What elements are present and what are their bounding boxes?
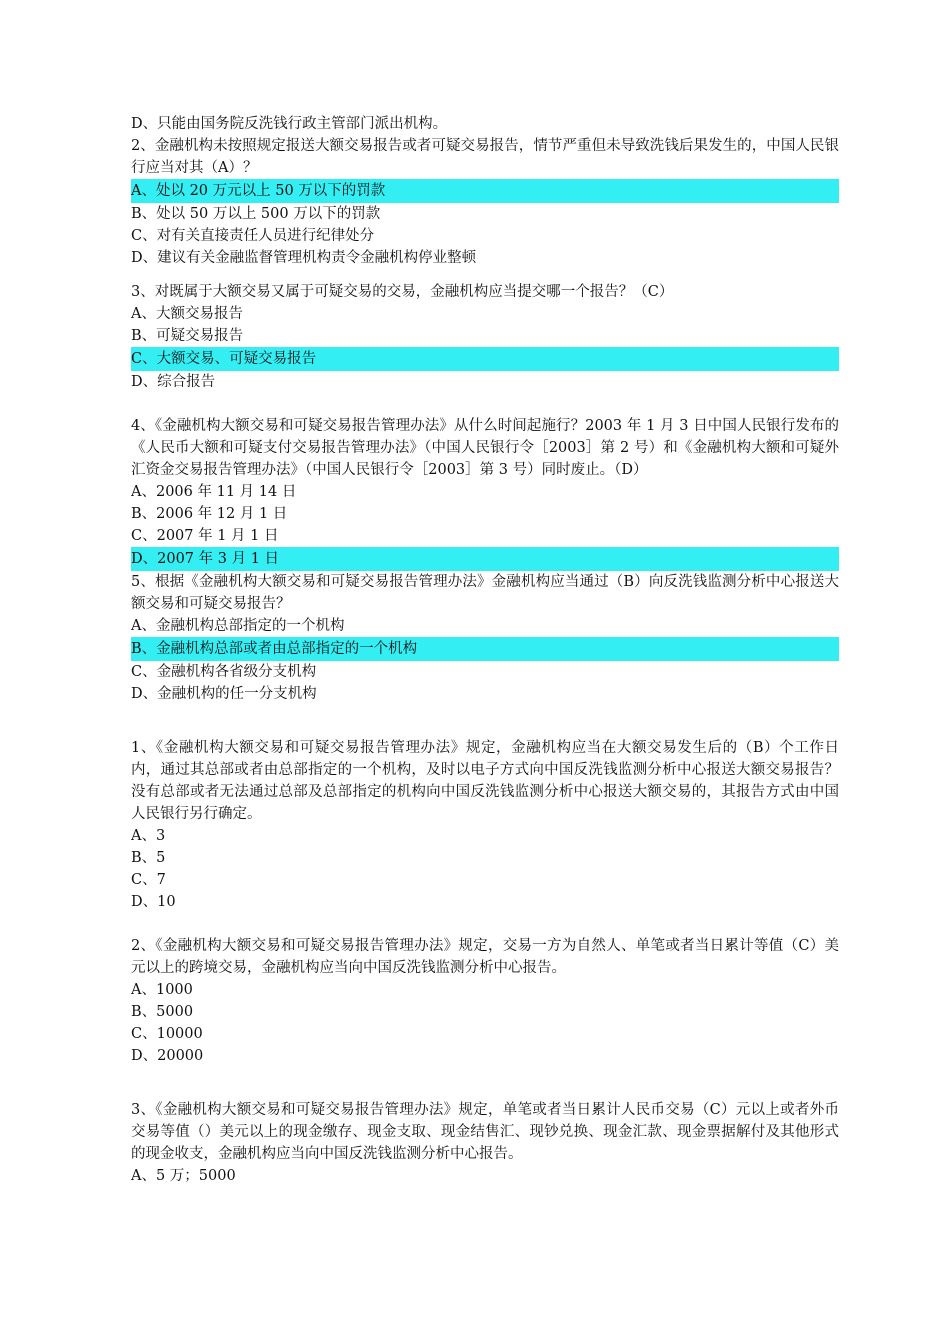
option-a: A、金融机构总部指定的一个机构 [131, 618, 345, 634]
question-3: 3、对既属于大额交易又属于可疑交易的交易，金融机构应当提交哪一个报告？（C） [131, 284, 674, 300]
option-a: A、大额交易报告 [131, 306, 243, 322]
option-b: B、2006 年 12 月 1 日 [131, 506, 288, 522]
option-b: B、5000 [131, 1004, 194, 1020]
option-d: D、建议有关金融监督管理机构责令金融机构停业整顿 [131, 250, 477, 266]
option-a: A、1000 [131, 982, 193, 998]
question-r1: 1、《金融机构大额交易和可疑交易报告管理办法》规定，金融机构应当在大额交易发生后的（B）个工作日内，通过其总部或者由总部指定的一个机构，及时以电子方式向中国反洗钱监测分析中心报送大额交易报告？没有总部或者无法通过总部及总部指定的机构向中国反洗钱监测分析中心报送大额交易的，其报告方式由中国人民银行另行确定。 [131, 740, 839, 822]
question-r2: 2、《金融机构大额交易和可疑交易报告管理办法》规定，交易一方为自然人、单笔或者当日累计等值（C）美元以上的跨境交易，金融机构应当向中国反洗钱监测分析中心报告。 [131, 938, 839, 976]
option-d: D、20000 [131, 1048, 204, 1064]
option-b: B、可疑交易报告 [131, 328, 244, 344]
option-d: D、综合报告 [131, 374, 216, 390]
option-b: B、5 [131, 850, 166, 866]
option-c: C、2007 年 1 月 1 日 [131, 528, 279, 544]
option-d: D、10 [131, 894, 176, 910]
option-a: A、5 万；5000 [131, 1168, 236, 1184]
question-r3: 3、《金融机构大额交易和可疑交易报告管理办法》规定，单笔或者当日累计人民币交易（C）元以上或者外币交易等值（）美元以上的现金缴存、现金支取、现金结售汇、现钞兑换、现金汇款、现金票据解付及其他形式的现金收支，金融机构应当向中国反洗钱监测分析中心报告。 [131, 1102, 839, 1162]
option-c: C、10000 [131, 1026, 203, 1042]
option-a: A、2006 年 11 月 14 日 [131, 484, 297, 500]
option-d: D、金融机构的任一分支机构 [131, 686, 317, 702]
question-5: 5、根据《金融机构大额交易和可疑交易报告管理办法》金融机构应当通过（B）向反洗钱监测分析中心报送大额交易和可疑交易报告？ [131, 574, 839, 612]
option-c: C、对有关直接责任人员进行纪律处分 [131, 228, 375, 244]
answer-highlight: C、大额交易、可疑交易报告 [131, 347, 839, 371]
option-a: A、3 [131, 828, 166, 844]
answer-highlight: B、金融机构总部或者由总部指定的一个机构 [131, 637, 839, 661]
answer-highlight: A、处以 20 万元以上 50 万以下的罚款 [131, 179, 839, 203]
option-c: C、7 [131, 872, 166, 888]
question-4: 4、《金融机构大额交易和可疑交易报告管理办法》从什么时间起施行？2003 年 1 月 3 日中国人民银行发布的《人民币大额和可疑支付交易报告管理办法》（中国人民银行令［2003］第 2 号）和《金融机构大额和可疑外汇资金交易报告管理办法》（中国人民银行令［2003］第 3 号）同时废止。（D） [131, 418, 839, 478]
document-body [131, 113, 839, 1187]
question-2: 2、金融机构未按照规定报送大额交易报告或者可疑交易报告，情节严重但未导致洗钱后果发生的，中国人民银行应当对其（A）？ [131, 138, 839, 176]
answer-highlight: D、2007 年 3 月 1 日 [131, 547, 839, 571]
option-d: D、只能由国务院反洗钱行政主管部门派出机构。 [131, 116, 448, 132]
option-b: B、处以 50 万以上 500 万以下的罚款 [131, 206, 381, 222]
option-c: C、金融机构各省级分支机构 [131, 664, 317, 680]
